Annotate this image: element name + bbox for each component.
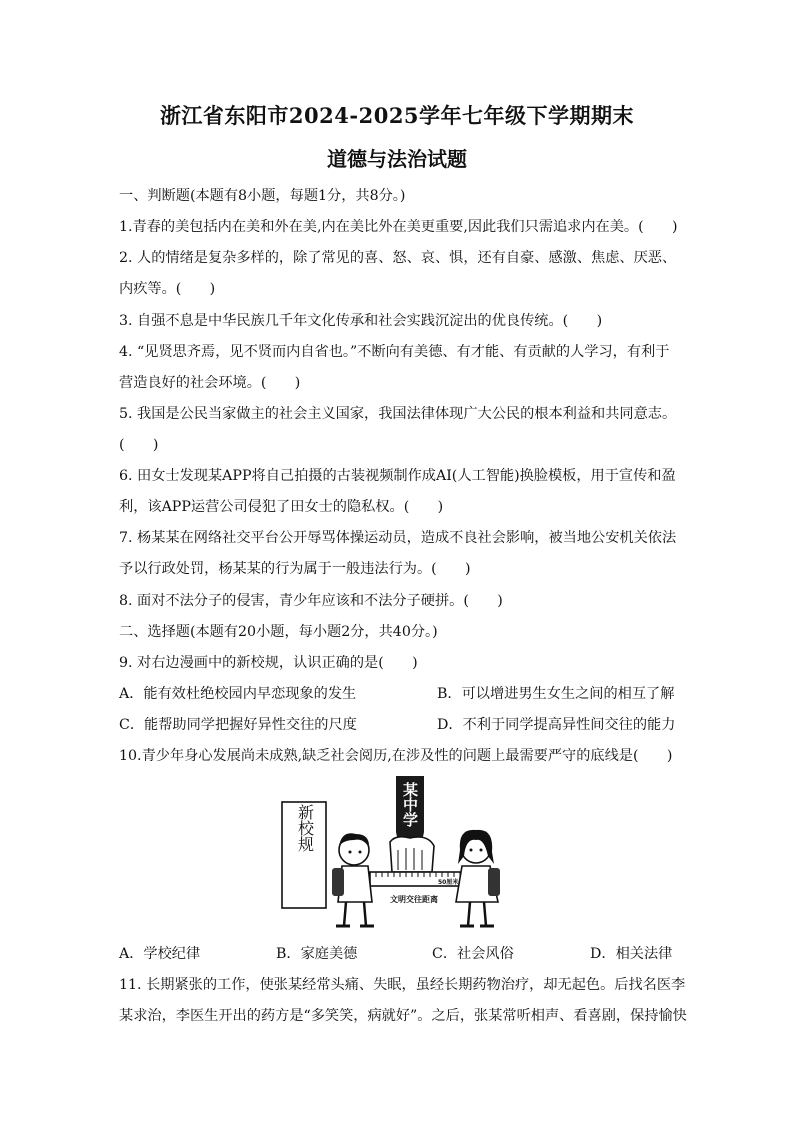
question-stem: 9. 对右边漫画中的新校规，认识正确的是( ) <box>119 655 418 671</box>
stamp-text: 某中学 <box>401 782 419 827</box>
question-line: ( ) <box>119 437 159 453</box>
question-line: 营造良好的社会环境。( ) <box>119 375 301 391</box>
question-line: 予以行政处罚，杨某某的行为属于一般违法行为。( ) <box>119 561 471 577</box>
question-line: 11. 长期紧张的工作，使张某经常头痛、失眠，虽经长期药物治疗，却无起色。后找名医李 <box>119 977 686 993</box>
question-line: 利，该APP运营公司侵犯了田女士的隐私权。( ) <box>119 499 444 515</box>
option-c: C．社会风俗 <box>432 946 514 962</box>
option-b: B．家庭美德 <box>276 946 358 962</box>
question-line: 6. 田女士发现某APP将自己拍摄的古装视频制作成AI(人工智能)换脸模板，用于宣传和盈 <box>119 468 676 484</box>
question-line: 3. 自强不息是中华民族几千年文化传承和社会实践沉淀出的优良传统。( ) <box>119 313 603 329</box>
question-line: 1.青春的美包括内在美和外在美,内在美比外在美更重要,因此我们只需追求内在美。( ) <box>119 219 678 235</box>
section-heading: 一、判断题(本题有8小题，每题1分，共8分。) <box>119 188 406 204</box>
question-line: 4. “见贤思齐焉，见不贤而内自省也。”不断向有美德、有才能、有贡献的人学习，有利于 <box>119 344 670 360</box>
question-line: 7. 杨某某在网络社交平台公开辱骂体操运动员，造成不良社会影响，被当地公安机关依法 <box>119 530 677 546</box>
question-stem: 10.青少年身心发展尚未成熟,缺乏社会阅历,在涉及性的问题上最需要严守的底线是( ) <box>119 748 673 764</box>
section-heading: 二、选择题(本题有20小题，每小题2分，共40分。) <box>119 624 438 640</box>
question-line: 8. 面对不法分子的侵害，青少年应该和不法分子硬拼。( ) <box>119 593 503 609</box>
option-a: A．学校纪律 <box>119 946 201 962</box>
board-text: 新校规 <box>295 804 313 852</box>
option-b: B．可以增进男生女生之间的相互了解 <box>437 686 675 702</box>
question-line: 某求治，李医生开出的药方是“多笑笑，病就好”。之后，张某常听相声、看喜剧，保持愉快 <box>119 1008 687 1024</box>
caption-text: 文明交往距离 <box>390 895 438 904</box>
exam-title: 浙江省东阳市2024-2025学年七年级下学期期末 <box>159 103 635 128</box>
question-line: 2. 人的情绪是复杂多样的，除了常见的喜、怒、哀、惧，还有自豪、感激、焦虑、厌恶、 <box>119 250 677 266</box>
question-line: 5. 我国是公民当家做主的社会主义国家，我国法律体现广大公民的根本利益和共同意志。 <box>119 406 677 422</box>
option-a: A．能有效杜绝校园内早恋现象的发生 <box>119 686 357 702</box>
cartoon-new-school-rules <box>272 776 518 932</box>
exam-subtitle: 道德与法治试题 <box>327 147 467 171</box>
cartoon-illustration <box>272 776 518 932</box>
option-d: D．相关法律 <box>590 946 673 962</box>
question-line: 内疚等。( ) <box>119 281 216 297</box>
option-c: C．能帮助同学把握好异性交往的尺度 <box>119 717 357 733</box>
ruler-mark: 50厘米 <box>438 879 459 886</box>
option-d: D．不利于同学提高异性间交往的能力 <box>437 717 676 733</box>
